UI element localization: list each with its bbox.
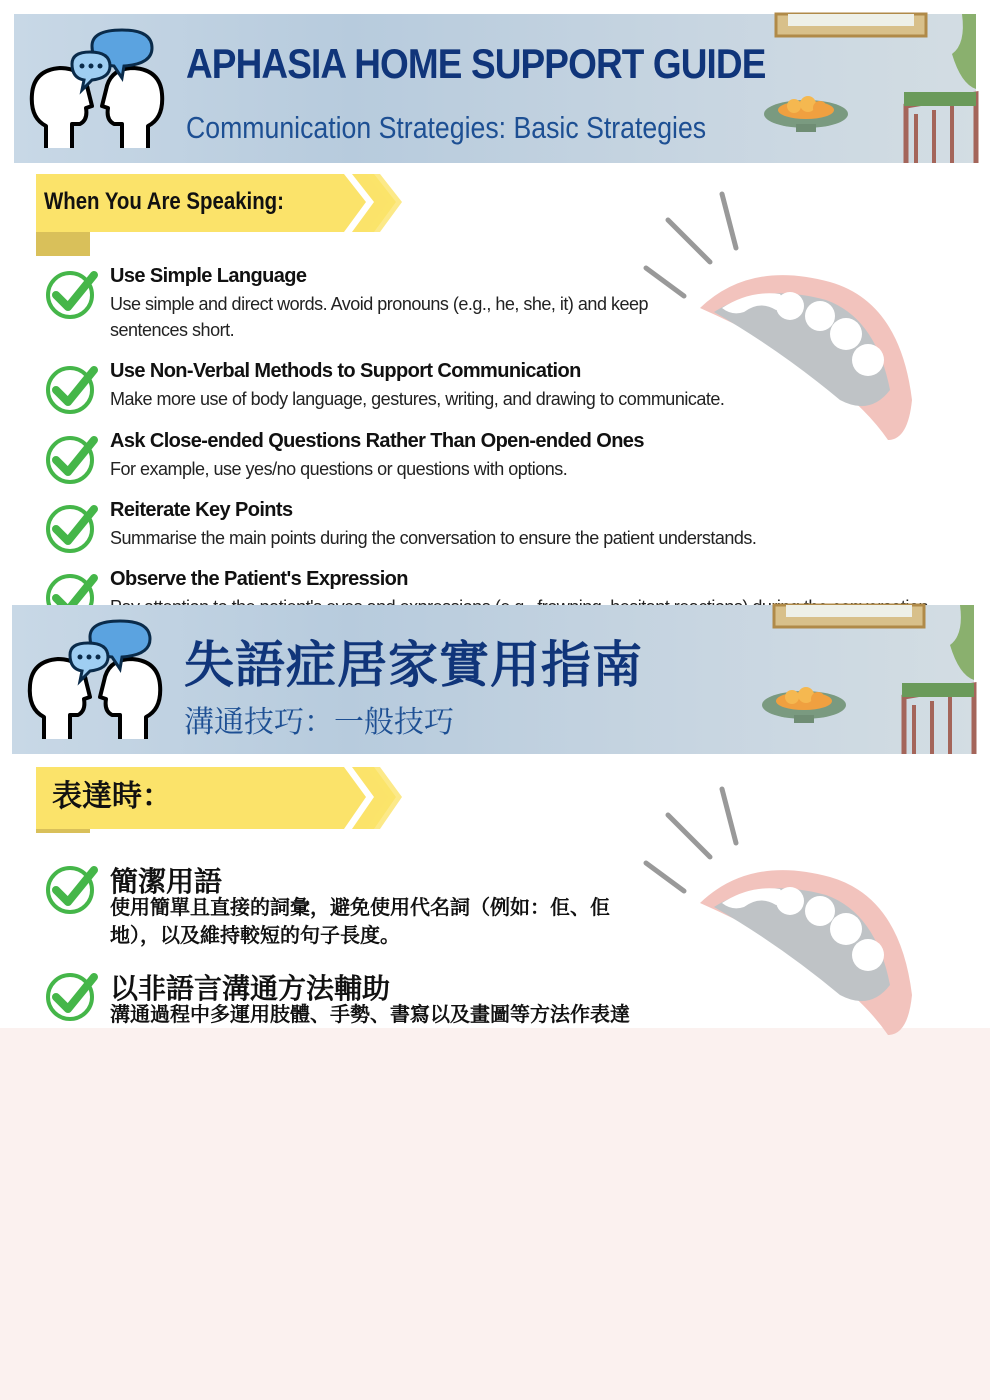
item-description: 使用簡單且直接的詞彙，避免使用代名詞（例如：佢、佢地），以及維持較短的句子長度。 xyxy=(110,897,610,947)
section-label: When You Are Speaking: xyxy=(44,188,284,215)
checkmark-icon xyxy=(44,862,100,916)
item-title: Use Non-Verbal Methods to Support Communication xyxy=(110,360,581,382)
page-subtitle: 溝通技巧：一般技巧 xyxy=(184,706,454,739)
header-banner xyxy=(14,14,976,163)
item-title: 以非語言溝通方法輔助 xyxy=(110,973,391,1004)
speaking-heads-icon xyxy=(26,28,166,150)
section-ribbon xyxy=(36,174,396,254)
room-illustration xyxy=(756,14,976,163)
checkmark-icon xyxy=(44,969,100,1023)
checkmark-icon xyxy=(44,501,100,555)
mouth-illustration xyxy=(640,785,930,1055)
item-title: Use Simple Language xyxy=(110,265,307,287)
chinese-panel xyxy=(0,605,990,1028)
checkmark-icon xyxy=(44,432,100,486)
item-description: Use simple and direct words. Avoid pronouns (e.g., he, she, it) and keep sentences short. xyxy=(110,294,648,340)
english-panel xyxy=(0,0,990,605)
checkmark-icon xyxy=(44,267,100,321)
item-description: 溝通過程中多運用肢體、手勢、書寫以及畫圖等方法作表達 xyxy=(110,1004,630,1026)
page-title: 失語症居家實用指南 xyxy=(184,637,643,693)
room-illustration xyxy=(754,605,974,754)
item-description: Summarise the main points during the conversation to ensure the patient understands. xyxy=(110,528,757,548)
page-subtitle: Communication Strategies: Basic Strategies xyxy=(186,110,707,145)
checkmark-icon xyxy=(44,362,100,416)
item-title: 簡潔用語 xyxy=(110,866,223,897)
item-title: Observe the Patient's Expression xyxy=(110,568,408,590)
section-ribbon xyxy=(36,767,396,847)
mouth-illustration xyxy=(640,190,930,460)
item-title: Ask Close-ended Questions Rather Than Open-ended Ones xyxy=(110,430,644,452)
speaking-heads-icon xyxy=(24,619,164,741)
item-description: For example, use yes/no questions or questions with options. xyxy=(110,459,568,479)
section-label: 表達時： xyxy=(52,780,172,813)
item-title: Reiterate Key Points xyxy=(110,499,293,521)
page-title: APHASIA HOME SUPPORT GUIDE xyxy=(186,40,766,87)
header-banner xyxy=(12,605,974,754)
item-description: Make more use of body language, gestures, writing, and drawing to communicate. xyxy=(110,389,725,409)
